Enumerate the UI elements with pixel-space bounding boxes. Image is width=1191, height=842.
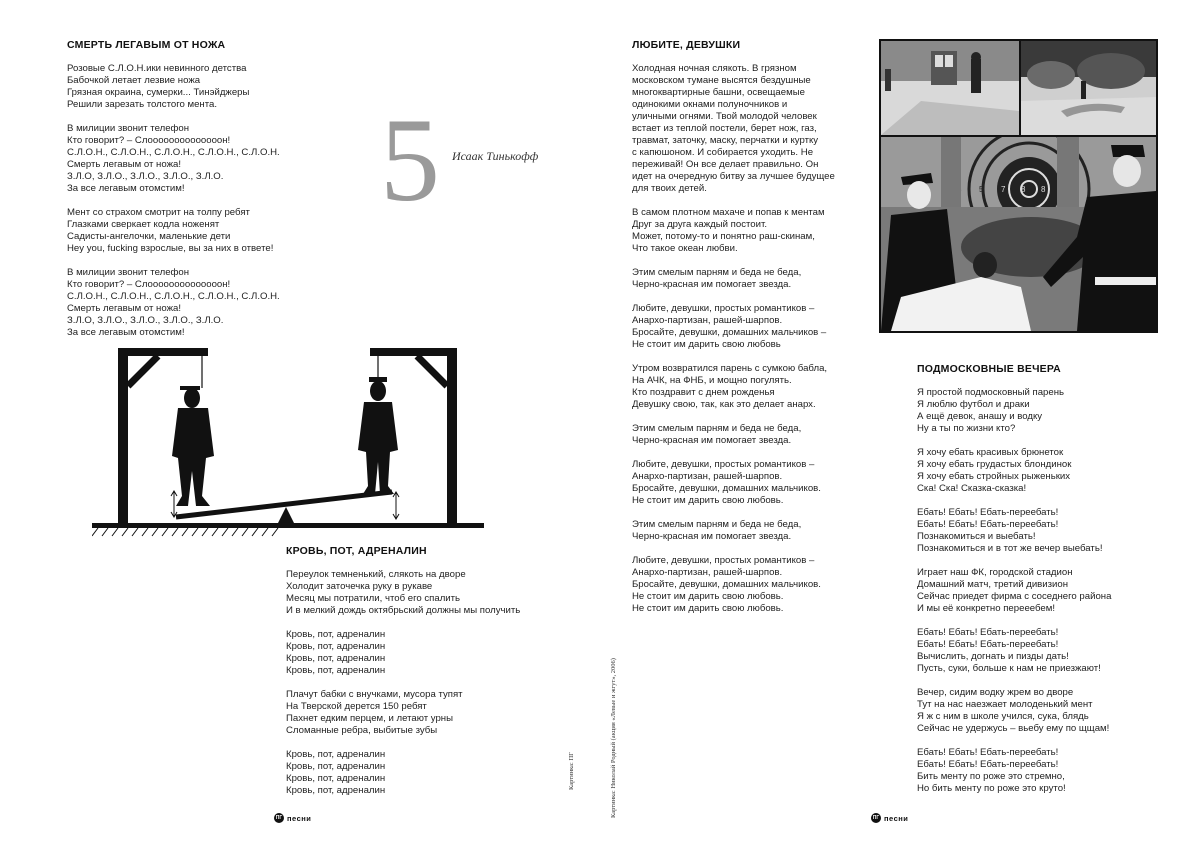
poem-body-evenings [917,387,1111,795]
poem-line: Этим смелым парням и беда не беда, [632,423,802,434]
poem-line: Черно-красная им помогает звезда. [632,531,792,542]
poem-line: Кто говорит? – Слоооооооооооооон! [67,135,231,146]
stanza-gap [632,507,835,519]
left-gallows-brace [128,356,158,386]
stanza-gap [632,447,835,459]
poem-line: В самом плотном махаче и попав к ментам [632,207,825,218]
poem-line: Этим смелым парням и беда не беда, [632,519,802,530]
right-gallows-beam [370,348,457,356]
left-arrow [171,491,177,517]
poem-line: Этим смелым парням и беда не беда, [632,267,802,278]
stanza-gap [917,675,1111,687]
poem-line: Любите, девушки, простых романтиков – [632,555,815,566]
poem-line: Кровь, пот, адреналин [286,665,386,676]
poem-line: За все легавым отомстим! [67,327,185,338]
poem-line: Черно-красная им помогает звезда. [632,279,792,290]
poem-line: Бросайте, девушки, домашних мальчиков – [632,327,827,338]
stanza-gap [286,677,520,689]
stanza-gap [917,495,1111,507]
poem-line: Смерть легавым от ножа! [67,303,181,314]
poem-line: За все легавым отомстим! [67,183,185,194]
poem-line: Ебать! Ебать! Ебать-переебать! [917,639,1059,650]
author-name: Исаак Тинькофф [452,149,539,163]
poem-body-girls [632,63,835,615]
poem-line: Ебать! Ебать! Ебать-переебать! [917,747,1059,758]
ground-line [92,523,484,528]
poem-line: В милиции звонит телефон [67,123,190,134]
poem-line: Но бить менту по роже это круто! [917,783,1066,794]
poem-line: травмат, заточку, маску, перчатки и куртку [632,135,819,146]
poem-title-girls: ЛЮБИТЕ, ДЕВУШКИ [632,39,741,51]
poem-line: Ну а ты по жизни кто? [917,423,1016,434]
photo-collage [879,39,1158,333]
poem-line: Любите, девушки, простых романтиков – [632,303,815,314]
stanza-gap [632,411,835,423]
poem-line: Девушку свою, так, как это делает анарх. [632,399,816,410]
poem-line: для твоих детей. [632,183,707,194]
poem-line: московском тумане высятся бездушные [632,75,811,86]
poem-line: А ещё девок, анашу и водку [917,411,1043,422]
poem-line: З.Л.О, З.Л.О., З.Л.О., З.Л.О., З.Л.О. [67,171,224,182]
poem-line: Кровь, пот, адреналин [286,761,386,772]
stanza-gap [917,435,1111,447]
footer-logo: ПГ [275,815,283,821]
poem-line: Что такое океан любви. [632,243,738,254]
stanza-gap [917,615,1111,627]
gallows-illustration [92,346,484,546]
poem-line: уличными огнями. Твой молодой человек [632,111,817,122]
poem-line: Я хочу ебать стройных рыженьких [917,471,1071,482]
left-gallows-beam [118,348,208,356]
poem-line: Кровь, пот, адреналин [286,653,386,664]
credit-right: Картинка: Николай Родный (акция «Левые и жгут», 2006) [610,658,617,818]
poem-line: На Тверской дерется 150 ребят [286,701,427,712]
poem-line: Я люблю футбол и драки [917,399,1030,410]
stanza-gap [632,351,835,363]
target-number: 5 [979,185,984,194]
poem-line: Сломанные ребра, выбитые зубы [286,725,438,736]
poem-line: Холодная ночная слякоть. В грязном [632,63,797,74]
stanza-gap [67,195,280,207]
right-standing-figure [358,377,398,494]
poem-line: встает из теплой постели, берет нож, газ, [632,123,817,134]
right-gallows-brace [417,356,447,386]
poem-line: Кровь, пот, адреналин [286,749,386,760]
left-gallows-post [118,348,128,524]
poem-line: Анархо-партизан, рашей-шарпов. [632,567,783,578]
poem-line: Кровь, пот, адреналин [286,773,386,784]
poem-line: Играет наш ФК, городской стадион [917,567,1073,578]
poem-line: Бить менту по роже это стремно, [917,771,1065,782]
right-arrow [393,492,399,519]
stanza-gap [286,617,520,629]
poem-line: Плачут бабки с внучками, мусора тупят [286,689,463,700]
poem-line: На АЧК, на ФНБ, и мощно погулять. [632,375,792,386]
poem-line: Смерть легавым от ножа! [67,159,181,170]
photo-target-police [881,137,1156,331]
poem-line: Любите, девушки, простых романтиков – [632,459,815,470]
poem-title-blood: КРОВЬ, ПОТ, АДРЕНАЛИН [286,545,427,557]
footer-label: песни [884,813,909,823]
poem-line: Hey you, fucking взрослые, вы за них в ответе! [67,243,274,254]
stanza-gap [67,111,280,123]
poem-line: Вычислить, догнать и пизды дать! [917,651,1069,662]
poem-line: Может, потому-то и понятно раш-скинам, [632,231,815,242]
poem-line: Друг за друга каждый постоит. [632,219,767,230]
poem-line: Бросайте, девушки, домашних мальчиков. [632,579,821,590]
poem-line: Кто поздравит с днем рожденья [632,387,775,398]
stanza-gap [632,195,835,207]
seesaw-fulcrum [278,507,294,523]
poem-line: Ебать! Ебать! Ебать-переебать! [917,519,1059,530]
photo-street-2 [1021,41,1156,135]
poem-line: Ска! Ска! Сказка-сказка! [917,483,1027,494]
poem-line: Черно-красная им помогает звезда. [632,435,792,446]
left-hanging-figure [172,386,214,506]
poem-line: Садисты-ангелочки, маленькие дети [67,231,231,242]
poem-line: И в мелкий дождь октябрьский должны мы получить [286,605,521,616]
poem-line: одинокими окнами полуночников и [632,99,788,110]
credit-left: Картинка: ПГ [568,752,575,790]
poem-line: Пахнет едким перцем, и летают урны [286,713,453,724]
poem-title-death: СМЕРТЬ ЛЕГАВЫМ ОТ НОЖА [67,39,226,51]
stanza-gap [632,255,835,267]
poem-line: Не стоит им дарить свою любовь. [632,603,784,614]
poem-line: Я хочу ебать грудастых блондинок [917,459,1072,470]
poem-line: Бабочкой летает лезвие ножа [67,75,201,86]
footer-logo: ПГ [872,815,880,821]
poem-body-blood [286,569,520,797]
poem-line: Месяц мы потратили, чтоб его спалить [286,593,461,604]
poem-line: Кровь, пот, адреналин [286,629,386,640]
poem-title-evenings: ПОДМОСКОВНЫЕ ВЕЧЕРА [917,363,1061,375]
poem-line: Холодит заточечка руку в рукаве [286,581,433,592]
poem-line: Ебать! Ебать! Ебать-переебать! [917,627,1059,638]
poem-line: идет на очередную битву за лучшее будущее [632,171,835,182]
poem-line: Пусть, суки, больше к нам не приезжают! [917,663,1101,674]
stanza-gap [67,255,280,267]
footer-label: песни [287,813,312,823]
poem-line: переживай! Он все делает правильно. Он [632,159,819,170]
stanza-gap [917,735,1111,747]
poem-line: С.Л.О.Н., С.Л.О.Н., С.Л.О.Н., С.Л.О.Н., С.Л.О.Н. [67,291,280,302]
poem-line: многоквартирные башни, освещаемые [632,87,805,98]
poem-line: Анархо-партизан, рашей-шарпов. [632,471,783,482]
poem-line: Кто говорит? – Слоооооооооооооон! [67,279,231,290]
footer-left [274,813,311,823]
poem-line: Сейчас приедет фирма с соседнего района [917,591,1112,602]
target-number: 8 [1021,185,1026,194]
poem-line: Познакомиться и выебать! [917,531,1036,542]
poem-line: с капюшоном. И собирается уходить. Не [632,147,814,158]
poem-line: Грязная окраина, сумерки... Тинэйджеры [67,87,250,98]
right-gallows-post [447,348,457,524]
issue-number: 5 [380,93,440,226]
poem-line: Познакомиться и в тот же вечер выебать! [917,543,1103,554]
stanza-gap [632,543,835,555]
poem-line: Не стоит им дарить свою любовь [632,339,781,350]
target-number: 7 [1001,185,1006,194]
poem-line: Тут на нас наезжает молоденький мент [917,699,1093,710]
poem-line: Розовые С.Л.О.Н.ики невинного детства [67,63,247,74]
poem-line: Анархо-партизан, рашей-шарпов. [632,315,783,326]
poem-line: Ебать! Ебать! Ебать-переебать! [917,759,1059,770]
poem-line: Я простой подмосковный парень [917,387,1065,398]
poem-line: Глазками сверкает кодла ноженят [67,219,220,230]
poem-line: В милиции звонит телефон [67,267,190,278]
ground-hatch [92,528,278,536]
poem-line: Кровь, пот, адреналин [286,641,386,652]
poem-line: Кровь, пот, адреналин [286,785,386,796]
stanza-gap [632,291,835,303]
poem-body-death [67,63,280,339]
poem-line: Переулок темненький, слякоть на дворе [286,569,466,580]
poem-line: Ебать! Ебать! Ебать-переебать! [917,507,1059,518]
poem-line: Мент со страхом смотрит на толпу ребят [67,207,250,218]
target-number: 8 [1041,185,1046,194]
stanza-gap [286,737,520,749]
poem-line: Бросайте, девушки, домашних мальчиков. [632,483,821,494]
footer-right [871,813,908,823]
poem-line: Утром возвратился парень с сумкою бабла, [632,363,828,374]
poem-line: С.Л.О.Н., С.Л.О.Н., С.Л.О.Н., С.Л.О.Н., С.Л.О.Н. [67,147,280,158]
photo-street-1 [881,41,1019,135]
poem-line: Я ж с ним в школе учился, сука, блядь [917,711,1089,722]
poem-line: Не стоит им дарить свою любовь. [632,495,784,506]
poem-line: Решили зарезать толстого мента. [67,99,217,110]
poem-line: Я хочу ебать красивых брюнеток [917,447,1064,458]
poem-line: Сейчас не удержусь – вьебу ему по щщам! [917,723,1110,734]
poem-line: Вечер, сидим водку жрем во дворе [917,687,1074,698]
poem-line: З.Л.О, З.Л.О., З.Л.О., З.Л.О., З.Л.О. [67,315,224,326]
poem-line: И мы её конкретно перееебем! [917,603,1055,614]
poem-line: Не стоит им дарить свою любовь. [632,591,784,602]
poem-line: Домашний матч, третий дивизион [917,579,1069,590]
stanza-gap [917,555,1111,567]
